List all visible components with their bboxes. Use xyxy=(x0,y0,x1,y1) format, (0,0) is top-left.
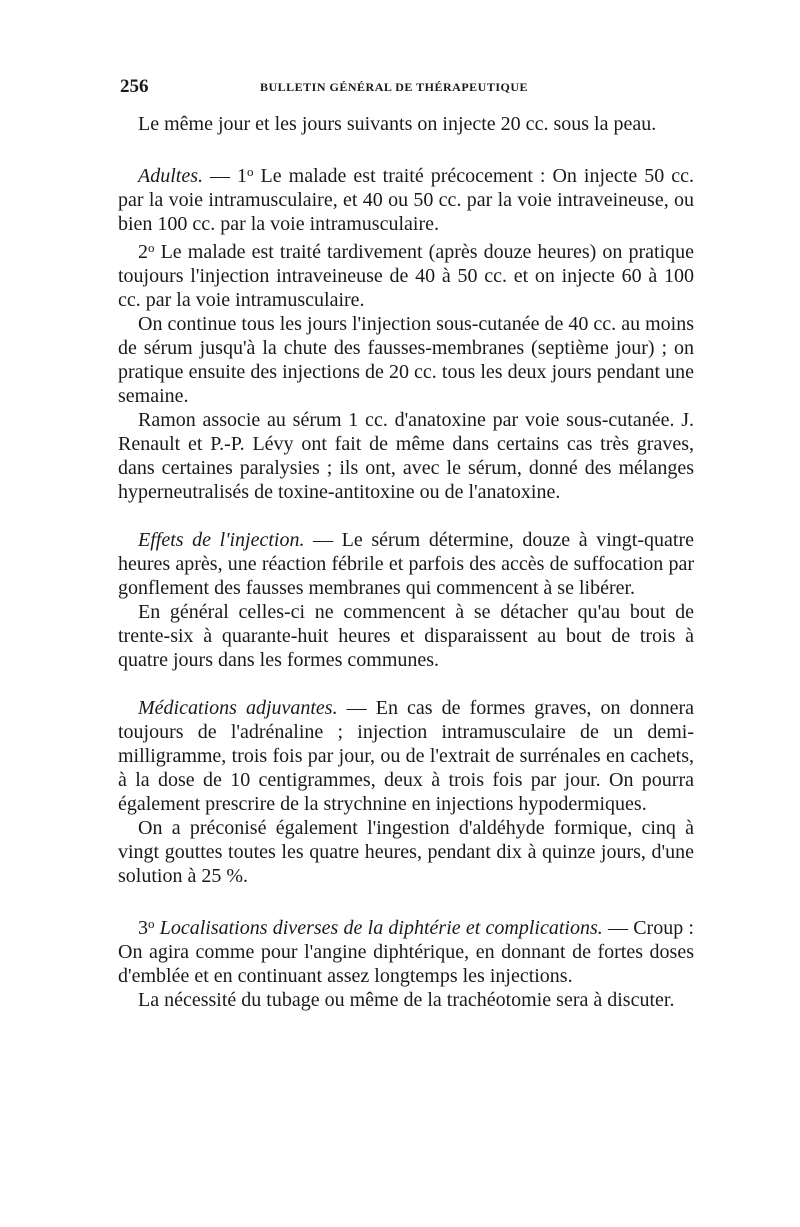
paragraph-text: — Le sérum détermine, douze à vingt-quatre heures après, une réaction fébrile et parfois des accès de suffocation par gonflement des fausses membranes qui commencent à se libérer. xyxy=(118,529,694,599)
ordinal-2: 2 xyxy=(138,241,148,263)
paragraph-text: — En cas de formes graves, on donnera toujours de l'adrénaline ; injection intramusculaire de un demi-milligramme, trois fois par jour, ou de l'extrait de surrénales en cachets, à la dose de 10 centigrammes, deux à trois fois par jour. On pourra également prescrire de la strychnine en injections hypodermiques. xyxy=(118,697,694,815)
ordinal-marker: o xyxy=(247,164,254,179)
section-heading-effects: Effets de l'injection. xyxy=(138,529,305,551)
paragraph xyxy=(118,236,694,312)
ordinal-marker: o xyxy=(148,916,155,931)
paragraph-text: Le malade est traité tardivement (après douze heures) on pratique toujours l'injection intraveineuse de 40 à 50 cc. et on injecte 60 à 100 cc. par la voie intramusculaire. xyxy=(118,241,694,311)
section-heading-localisations: Localisations diverses de la diphtérie et complications. xyxy=(154,917,603,939)
paragraph: Ramon associe au sérum 1 cc. d'anatoxine par voie sous-cutanée. J. Renault et P.-P. Lévy ont fait de même dans certains cas très graves, dans certaines paralysies ; ils ont, avec le sérum, donné des mélanges hyperneutralisés de toxine-antitoxine ou de l'anatoxine. xyxy=(118,409,694,503)
paragraph: Le même jour et les jours suivants on injecte 20 cc. sous la peau. xyxy=(138,113,657,135)
paragraph-text: — Croup : On agira comme pour l'angine diphtérique, en donnant de fortes doses d'emblée et en continuant assez longtemps les injections. xyxy=(118,917,694,987)
paragraph: On a préconisé également l'ingestion d'aldéhyde formique, cinq à vingt gouttes toutes les quatre heures, pendant dix à quinze jours, d'une solution à 25 %. xyxy=(118,817,694,887)
body-text xyxy=(118,112,694,1012)
paragraph: La nécessité du tubage ou même de la trachéotomie sera à discuter. xyxy=(138,989,675,1011)
section-heading-adults: Adultes. xyxy=(138,165,203,187)
section-heading-medications: Médications adjuvantes. xyxy=(138,697,338,719)
ordinal-1: 1 xyxy=(237,165,248,187)
paragraph-text: Le malade est traité précocement : On injecte 50 cc. par la voie intramusculaire, et 40 ou 50 cc. par la voie intraveineuse, ou bien 100 cc. par la voie intramusculaire. xyxy=(118,165,694,235)
paragraph-medications xyxy=(118,696,694,816)
paragraph-effects xyxy=(118,528,694,600)
paragraph-adults: Adultes. — 1$^o$ Le malade est traité précocement : On injecte 50 cc. par la voie intramusculaire, et 40 ou 50 cc. par la voie intraveineuse, ou bien 100 cc. par la voie intramusculaire. xyxy=(118,164,694,235)
ordinal-3: 3 xyxy=(138,917,148,939)
paragraph-localisations xyxy=(118,912,694,988)
running-title: BULLETIN GÉNÉRAL DE THÉRAPEUTIQUE xyxy=(260,80,529,94)
paragraph: On continue tous les jours l'injection sous-cutanée de 40 cc. au moins de sérum jusqu'à la chute des fausses-membranes (septième jour) ; on pratique ensuite des injections de 20 cc. tous les deux jours pendant une semaine. xyxy=(118,313,694,407)
paragraph: En général celles-ci ne commencent à se détacher qu'au bout de trente-six à quarante-huit heures et disparaissent au bout de trois à quatre jours dans les formes communes. xyxy=(118,601,694,671)
page-number: 256 xyxy=(120,76,149,97)
ordinal-marker: o xyxy=(148,240,155,255)
